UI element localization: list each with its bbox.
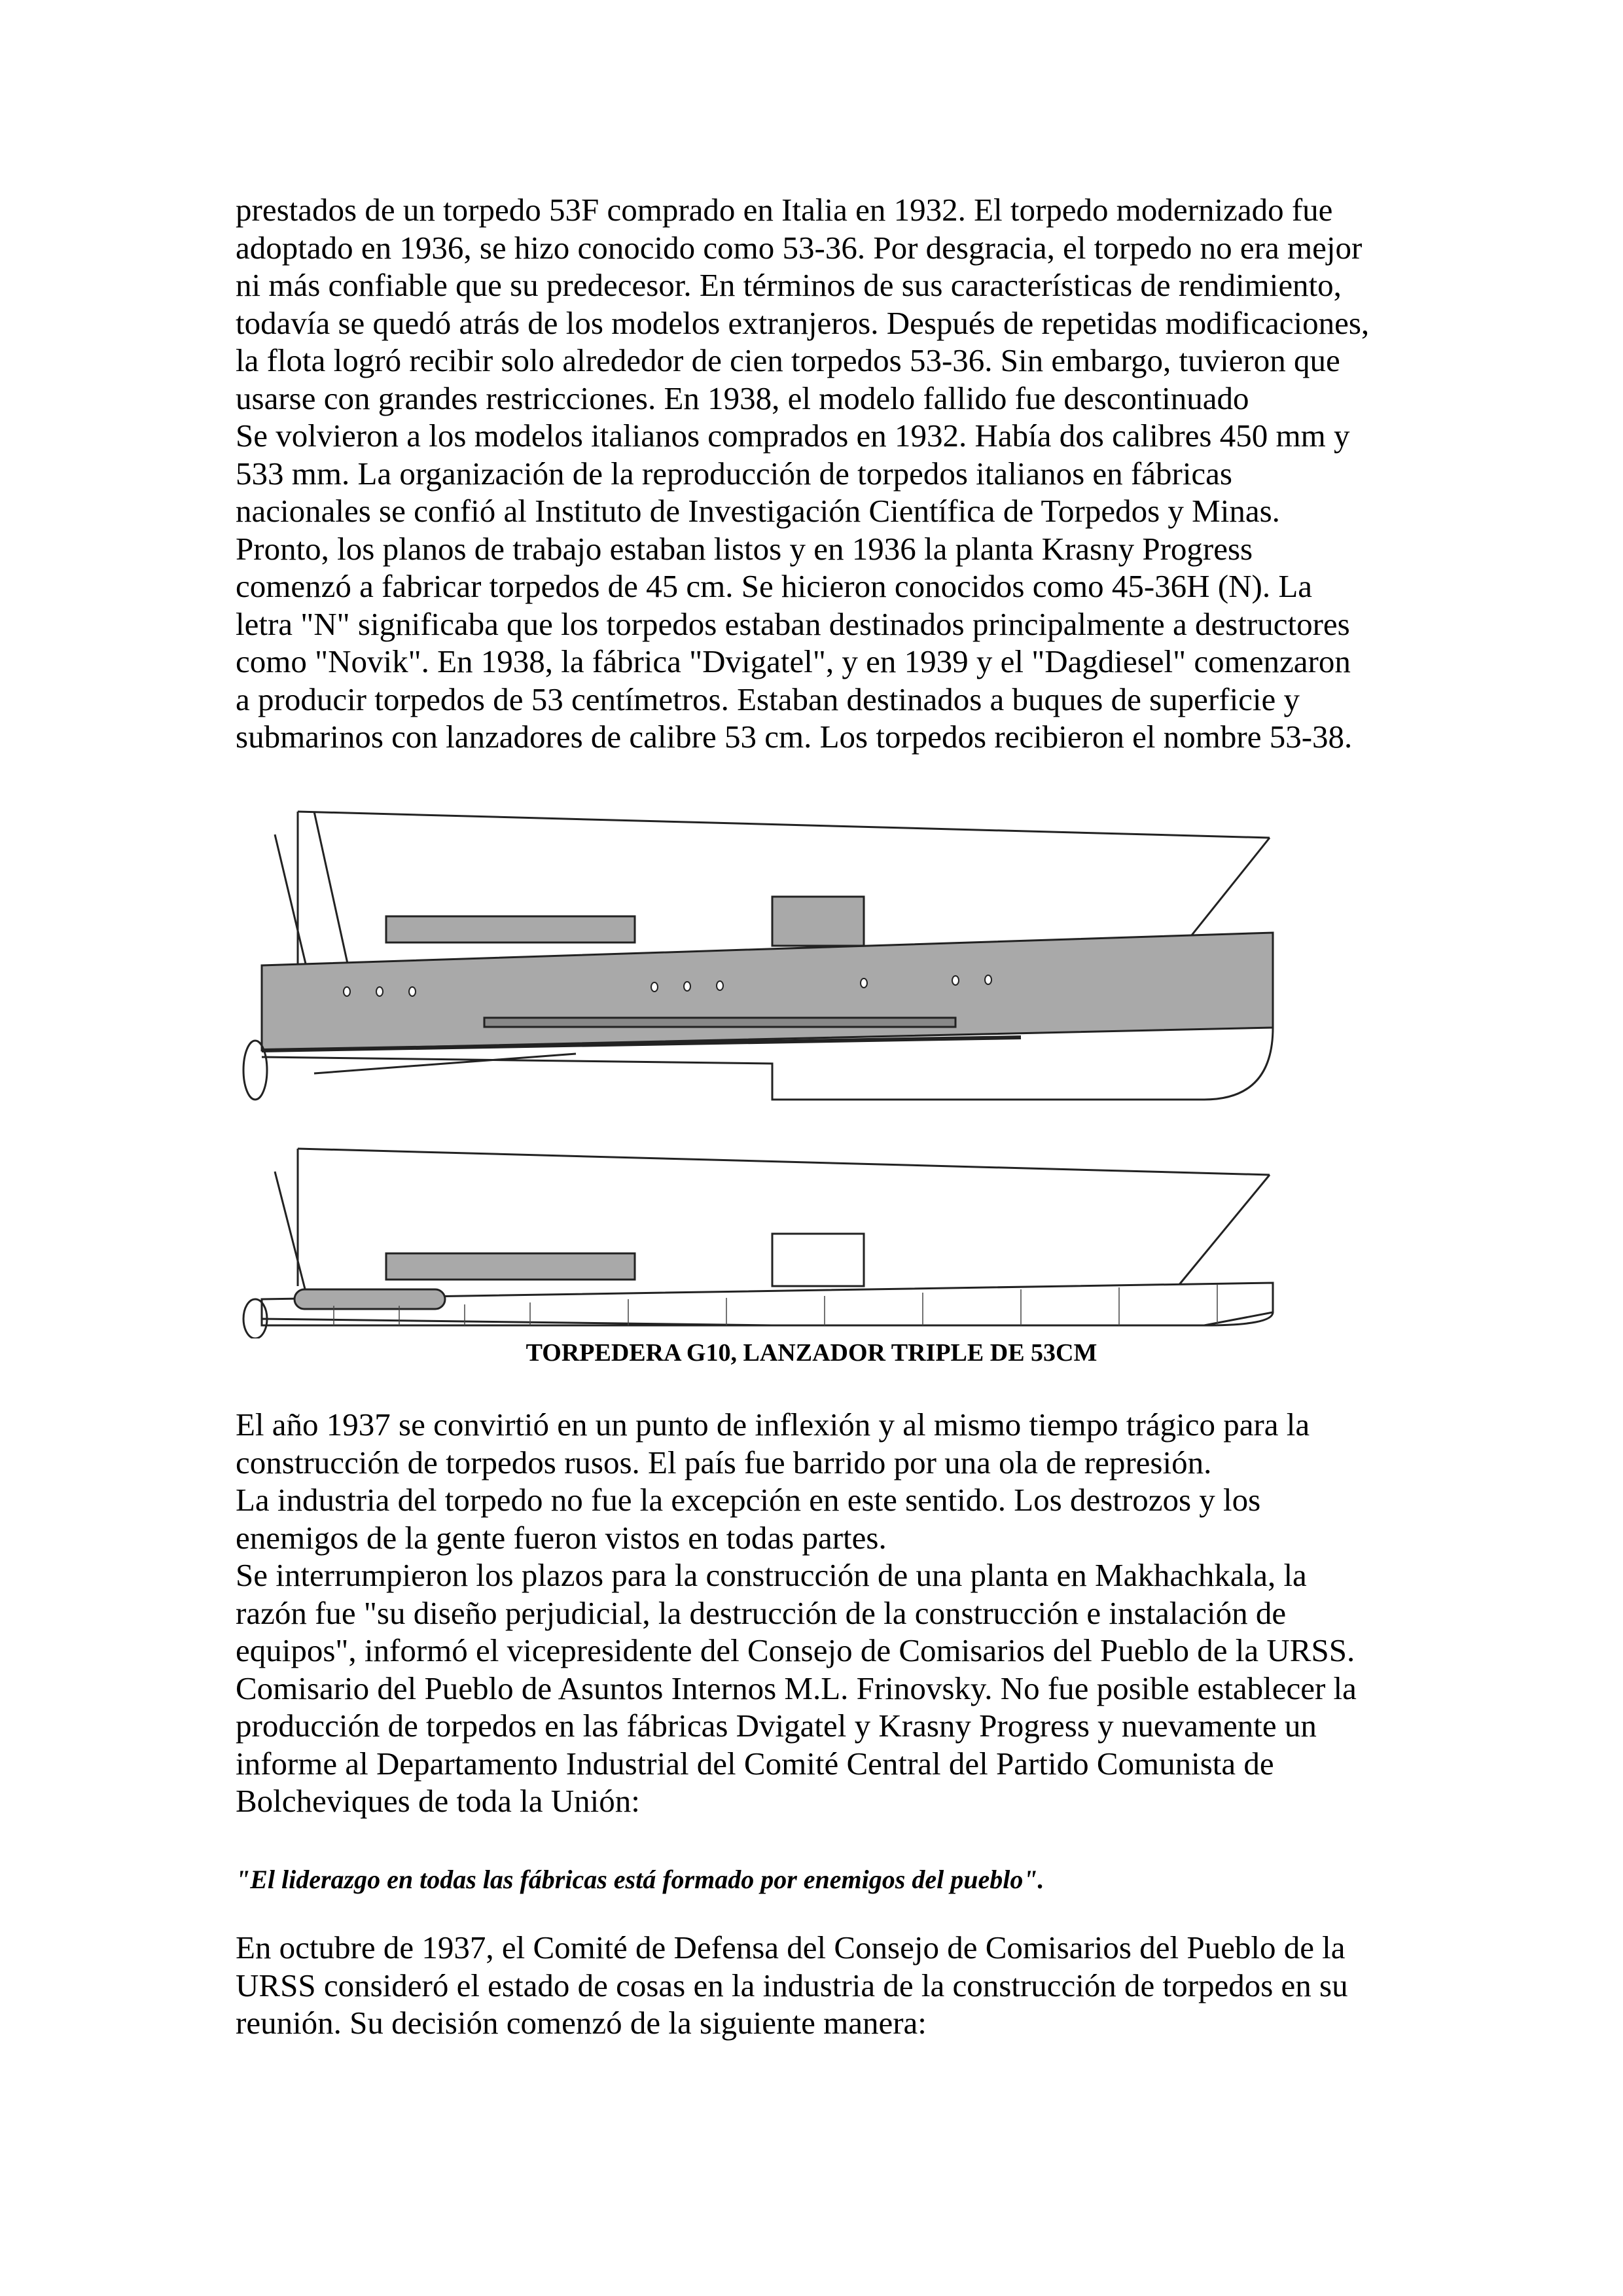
text-line: adoptado en 1936, se hizo conocido como 53-36. Por desgracia, el torpedo no era mejor xyxy=(236,229,1363,266)
text-line: URSS consideró el estado de cosas en la industria de la construcción de torpedos en su xyxy=(236,1967,1348,2003)
text-line: razón fue "su diseño perjudicial, la destrucción de la construcción e instalación de xyxy=(236,1594,1287,1631)
text-line: comenzó a fabricar torpedos de 45 cm. Se hicieron conocidos como 45-36H (N). La xyxy=(236,568,1313,604)
text-line: ni más confiable que su predecesor. En términos de sus características de rendimiento, xyxy=(236,267,1342,303)
text-line: como "Novik". En 1938, la fábrica "Dvigatel", y en 1939 y el "Dagdiesel" comenzaron xyxy=(236,643,1351,679)
text-line: nacionales se confió al Instituto de Investigación Científica de Torpedos y Minas. xyxy=(236,493,1280,529)
text-line: producción de torpedos en las fábricas Dvigatel y Krasny Progress y nuevamente un xyxy=(236,1708,1317,1744)
text-line: La industria del torpedo no fue la excepción en este sentido. Los destrozos y los xyxy=(236,1482,1261,1518)
text-line: a producir torpedos de 53 centímetros. Estaban destinados a buques de superficie y xyxy=(236,681,1300,717)
text-line: En octubre de 1937, el Comité de Defensa del Consejo de Comisarios del Pueblo de la xyxy=(236,1929,1346,1965)
text-line: Comisario del Pueblo de Asuntos Internos M.L. Frinovsky. No fue posible establecer la xyxy=(236,1670,1357,1706)
text-line: todavía se quedó atrás de los modelos extranjeros. Después de repetidas modificaciones, xyxy=(236,304,1370,341)
text-line: prestados de un torpedo 53F comprado en Italia en 1932. El torpedo modernizado fue xyxy=(236,192,1333,228)
text-line: El año 1937 se convirtió en un punto de inflexión y al mismo tiempo trágico para la xyxy=(236,1407,1310,1443)
text-line: usarse con grandes restricciones. En 1938, el modelo fallido fue descontinuado xyxy=(236,380,1249,416)
cutaway-profile xyxy=(243,1149,1273,1338)
text-line: equipos", informó el vicepresidente del Consejo de Comisarios del Pueblo de la URSS. xyxy=(236,1632,1355,1668)
quote: "El liderazgo en todas las fábricas está formado por enemigos del pueblo". xyxy=(236,1865,1044,1894)
text-line: la flota logró recibir solo alrededor de cien torpedos 53-36. Sin embargo, tuvieron que xyxy=(236,342,1340,378)
paragraph-1 xyxy=(236,191,1414,756)
text-line: 533 mm. La organización de la reproducción de torpedos italianos en fábricas xyxy=(236,455,1232,492)
text-line: enemigos de la gente fueron vistos en todas partes. xyxy=(236,1519,887,1556)
text-line: Se volvieron a los modelos italianos comprados en 1932. Había dos calibres 450 mm y xyxy=(236,418,1350,454)
text-line: Bolcheviques de toda la Unión: xyxy=(236,1783,640,1819)
text-line: construcción de torpedos rusos. El país fue barrido por una ola de represión. xyxy=(236,1444,1212,1480)
text-line: submarinos con lanzadores de calibre 53 cm. Los torpedos recibieron el nombre 53-38. xyxy=(236,719,1353,755)
text-line: letra "N" significaba que los torpedos estaban destinados principalmente a destructores xyxy=(236,605,1350,642)
figure-caption: TORPEDERA G10, LANZADOR TRIPLE DE 53CM xyxy=(526,1339,1097,1367)
exterior-profile xyxy=(243,812,1273,1100)
paragraph-3 xyxy=(236,1929,1414,2042)
text-line: informe al Departamento Industrial del Comité Central del Partido Comunista de xyxy=(236,1745,1274,1782)
text-line: Se interrumpieron los plazos para la construcción de una planta en Makhachkala, la xyxy=(236,1557,1307,1593)
text-line: Pronto, los planos de trabajo estaban listos y en 1936 la planta Krasny Progress xyxy=(236,530,1253,567)
paragraph-2 xyxy=(236,1406,1414,1820)
torpedo-boat-drawing xyxy=(236,802,1374,1338)
text-line: reunión. Su decisión comenzó de la siguiente manera: xyxy=(236,2005,927,2041)
